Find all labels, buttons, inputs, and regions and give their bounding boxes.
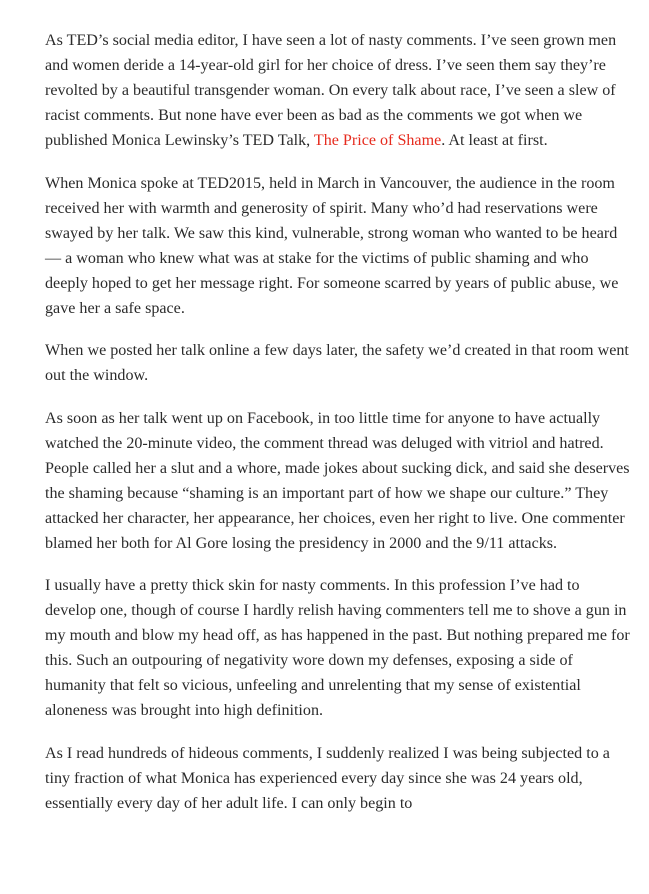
article-body	[45, 28, 630, 833]
paragraph-intro-text: As TED’s social media editor, I have seen a lot of nasty comments. I’ve seen grown men and women deride a 14-year-old girl for her choice of dress. I’ve seen them say they’re revolted by a beautiful transgender woman. On every talk about race, I’ve seen a slew of racist comments. But none have ever been as bad as the comments we got when we published Monica Lewinsky’s TED Talk,	[45, 32, 617, 149]
price-of-shame-link[interactable]: The Price of Shame	[313, 132, 442, 149]
paragraph-posted-online: When we posted her talk online a few days later, the safety we’d created in that room went out the window.	[45, 342, 629, 384]
paragraph-intro	[45, 28, 630, 153]
paragraph-intro-tail: . At least at first.	[441, 132, 548, 149]
paragraph-hideous-comments: As I read hundreds of hideous comments, I suddenly realized I was being subjected to a tiny fraction of what Monica has experienced every day since she was 24 years old, essentially every day of her adult life. I can only begin to	[45, 744, 610, 812]
paragraph-facebook-comments: As soon as her talk went up on Facebook, in too little time for anyone to have actually watched the 20-minute video, the comment thread was deluged with vitriol and hatred. People called her a slut and a whore, made jokes about sucking dick, and said she deserves the shaming because “shaming is an important part of how we shape our culture.” They attacked her character, her appearance, her choices, even her right to live. One commenter blamed her both for Al Gore losing the presidency in 2000 and the 9/11 attacks.	[45, 409, 630, 552]
paragraph-thick-skin: I usually have a pretty thick skin for nasty comments. In this profession I’ve had to develop one, though of course I hardly relish having commenters tell me to shove a gun in my mouth and blow my head off, as has happened in the past. But nothing prepared me for this. Such an outpouring of negativity wore down my defenses, exposing a side of humanity that felt so vicious, unfeeling and unrelenting that my sense of existential aloneness was brought into high definition.	[45, 577, 630, 719]
paragraph-ted2015: When Monica spoke at TED2015, held in March in Vancouver, the audience in the room received her with warmth and generosity of spirit. Many who’d had reservations were swayed by her talk. We saw this kind, vulnerable, strong woman who wanted to be heard — a woman who knew what was at stake for the victims of public shaming and who deeply hoped to get her message right. For someone scarred by years of public abuse, we gave her a safe space.	[45, 174, 619, 317]
